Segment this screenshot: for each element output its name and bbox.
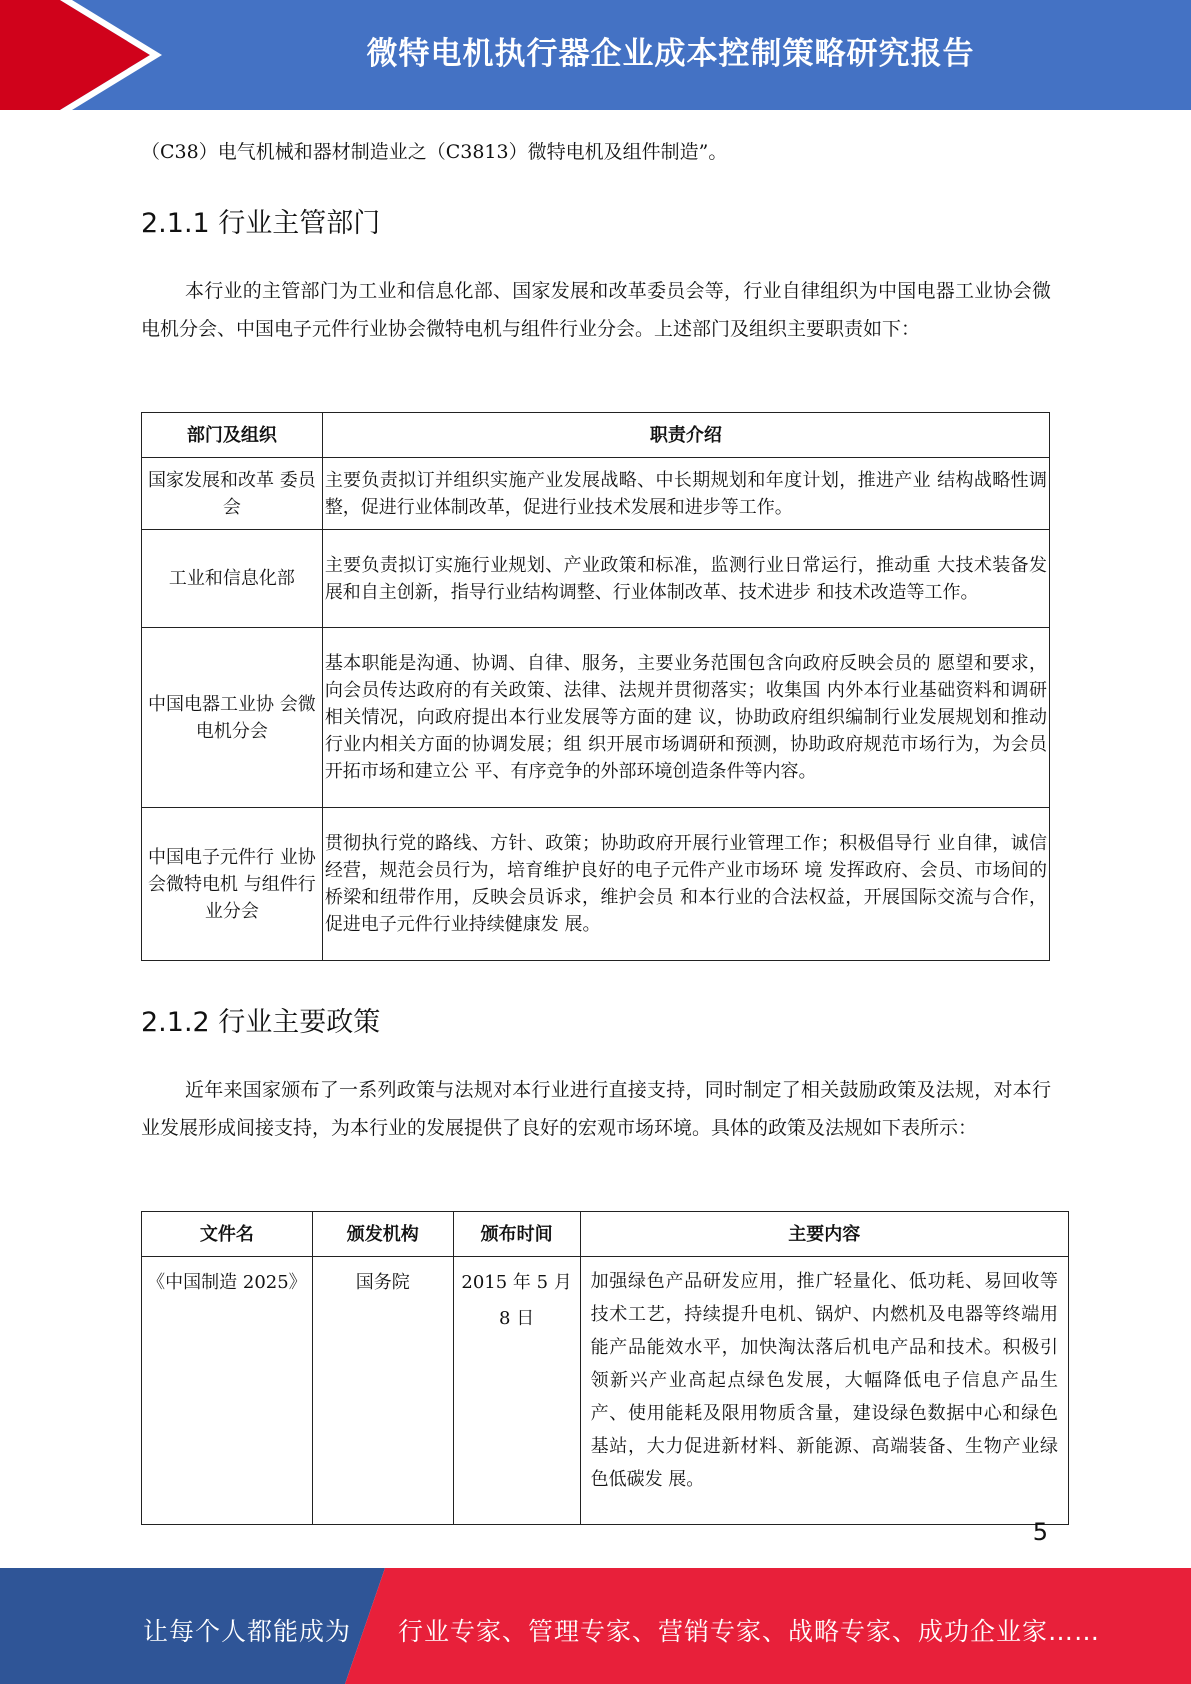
duties-cell: 主要负责拟订实施行业规划、产业政策和标准，监测行业日常运行，推动重 大技术装备发展和自主创新，指导行业结构调整、行业体制改革、技术进步 和技术改造等工作。 xyxy=(322,530,1049,628)
duties-cell: 主要负责拟订并组织实施产业发展战略、中长期规划和年度计划，推进产业 结构战略性调整，促进行业体制改革，促进行业技术发展和进步等工作。 xyxy=(322,458,1049,530)
column-header-department: 部门及组织 xyxy=(142,413,323,458)
document-name-cell: 《中国制造 2025》 xyxy=(142,1257,313,1525)
intro-line: （C38）电气机械和器材制造业之（C3813）微特电机及组件制造”。 xyxy=(141,141,728,163)
column-header-issuer: 颁发机构 xyxy=(312,1212,453,1257)
table-row xyxy=(142,628,1050,808)
date-cell: 2015 年 5 月 8 日 xyxy=(453,1257,580,1525)
department-cell: 中国电器工业协 会微电机分会 xyxy=(142,628,323,808)
section-paragraph-2-1-2: 近年来国家颁布了一系列政策与法规对本行业进行直接支持，同时制定了相关鼓励政策及法规，对本行业发展形成间接支持，为本行业的发展提供了良好的宏观市场环境。具体的政策及法规如下表所示： xyxy=(141,1079,1051,1139)
table-row xyxy=(142,530,1050,628)
content-cell: 加强绿色产品研发应用，推广轻量化、低功耗、易回收等技术工艺，持续提升电机、锅炉、内燃机及电器等终端用能产品能效水平，加快淘汰落后机电产品和技术。积极引领新兴产业高起点绿色发展，大幅降低电子信息产品生产、使用能耗及限用物质含量，建设绿色数据中心和绿色基站，大力促进新材料、新能源、高端装备、生物产业绿色低碳发 展。 xyxy=(580,1257,1068,1525)
table-row xyxy=(142,1257,1069,1525)
department-cell: 工业和信息化部 xyxy=(142,530,323,628)
table-header-row xyxy=(142,413,1050,458)
footer-slogan-right: 行业专家、管理专家、营销专家、战略专家、成功企业家…… xyxy=(398,1617,1101,1646)
header-banner xyxy=(0,0,1191,110)
policies-table xyxy=(141,1211,1069,1525)
issuer-cell: 国务院 xyxy=(312,1257,453,1525)
department-cell: 中国电子元件行 业协会微特电机 与组件行业分会 xyxy=(142,808,323,961)
departments-table xyxy=(141,412,1050,961)
department-cell: 国家发展和改革 委员会 xyxy=(142,458,323,530)
section-paragraph-2-1-1: 本行业的主管部门为工业和信息化部、国家发展和改革委员会等，行业自律组织为中国电器工业协会微电机分会、中国电子元件行业协会微特电机与组件行业分会。上述部门及组织主要职责如下： xyxy=(141,280,1051,340)
column-header-date: 颁布时间 xyxy=(453,1212,580,1257)
column-header-duties: 职责介绍 xyxy=(322,413,1049,458)
page-number: 5 xyxy=(1032,1518,1048,1546)
section-heading-2-1-2: 2.1.2 行业主要政策 xyxy=(141,1007,381,1038)
footer-slogan-left: 让每个人都能成为 xyxy=(143,1617,352,1646)
table-row xyxy=(142,808,1050,961)
column-header-document: 文件名 xyxy=(142,1212,313,1257)
duties-cell: 基本职能是沟通、协调、自律、服务，主要业务范围包含向政府反映会员的 愿望和要求，向会员传达政府的有关政策、法律、法规并贯彻落实；收集国 内外本行业基础资料和调研相关情况，向政府提出本行业发展等方面的建 议，协助政府组织编制行业发展规划和推动行业内相关方面的协调发展；组 织开展市场调研和预测，协助政府规范市场行为，为会员开拓市场和建立公 平、有序竞争的外部环境创造条件等内容。 xyxy=(322,628,1049,808)
header-red-arrow xyxy=(0,0,150,110)
duties-cell: 贯彻执行党的路线、方针、政策；协助政府开展行业管理工作；积极倡导行 业自律，诚信经营，规范会员行为，培育维护良好的电子元件产业市场环 境 发挥政府、会员、市场间的桥梁和纽带作用，反映会员诉求，维护会员 和本行业的合法权益，开展国际交流与合作，促进电子元件行业持续健康发 展。 xyxy=(322,808,1049,961)
column-header-content: 主要内容 xyxy=(580,1212,1068,1257)
table-header-row xyxy=(142,1212,1069,1257)
table-row xyxy=(142,458,1050,530)
report-title: 微特电机执行器企业成本控制策略研究报告 xyxy=(366,36,975,72)
section-heading-2-1-1: 2.1.1 行业主管部门 xyxy=(141,208,381,239)
